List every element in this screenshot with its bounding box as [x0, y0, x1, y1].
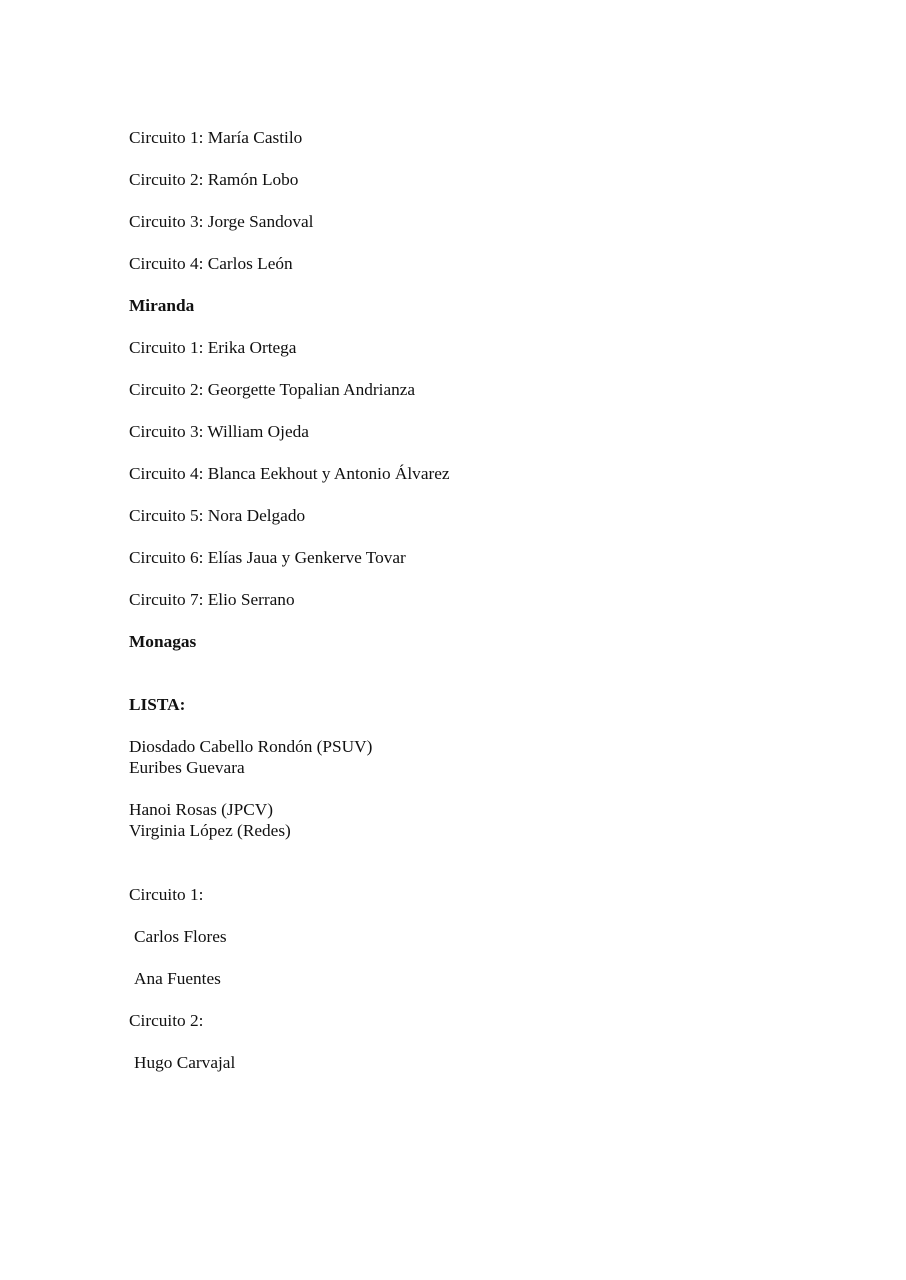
document-line: Carlos Flores [134, 927, 227, 946]
document-line: Hanoi Rosas (JPCV) [129, 800, 274, 819]
document-line: Euribes Guevara [129, 758, 245, 777]
document-line: Circuito 2: [129, 1011, 204, 1030]
document-line: Circuito 7: Elio Serrano [129, 590, 295, 609]
document-line: Circuito 4: Carlos León [129, 254, 293, 273]
document-line: Circuito 2: Georgette Topalian Andrianza [129, 380, 416, 399]
document-line: Circuito 4: Blanca Eekhout y Antonio Álvarez [129, 464, 450, 483]
document-line: Circuito 6: Elías Jaua y Genkerve Tovar [129, 548, 406, 567]
document-line: Circuito 3: William Ojeda [129, 422, 309, 441]
document-line: Virginia López (Redes) [129, 821, 291, 840]
section-heading: Miranda [129, 296, 195, 315]
document-line: Circuito 1: [129, 885, 204, 904]
document-line: Circuito 1: Erika Ortega [129, 338, 297, 357]
document-line: Circuito 1: María Castilo [129, 128, 303, 147]
section-heading: Monagas [129, 632, 197, 651]
section-heading: LISTA: [129, 695, 186, 714]
document-line: Circuito 5: Nora Delgado [129, 506, 306, 525]
document-line: Circuito 2: Ramón Lobo [129, 170, 299, 189]
document-line: Hugo Carvajal [134, 1053, 236, 1072]
document-line: Circuito 3: Jorge Sandoval [129, 212, 314, 231]
document-line: Ana Fuentes [134, 969, 221, 988]
document-line: Diosdado Cabello Rondón (PSUV) [129, 737, 373, 756]
